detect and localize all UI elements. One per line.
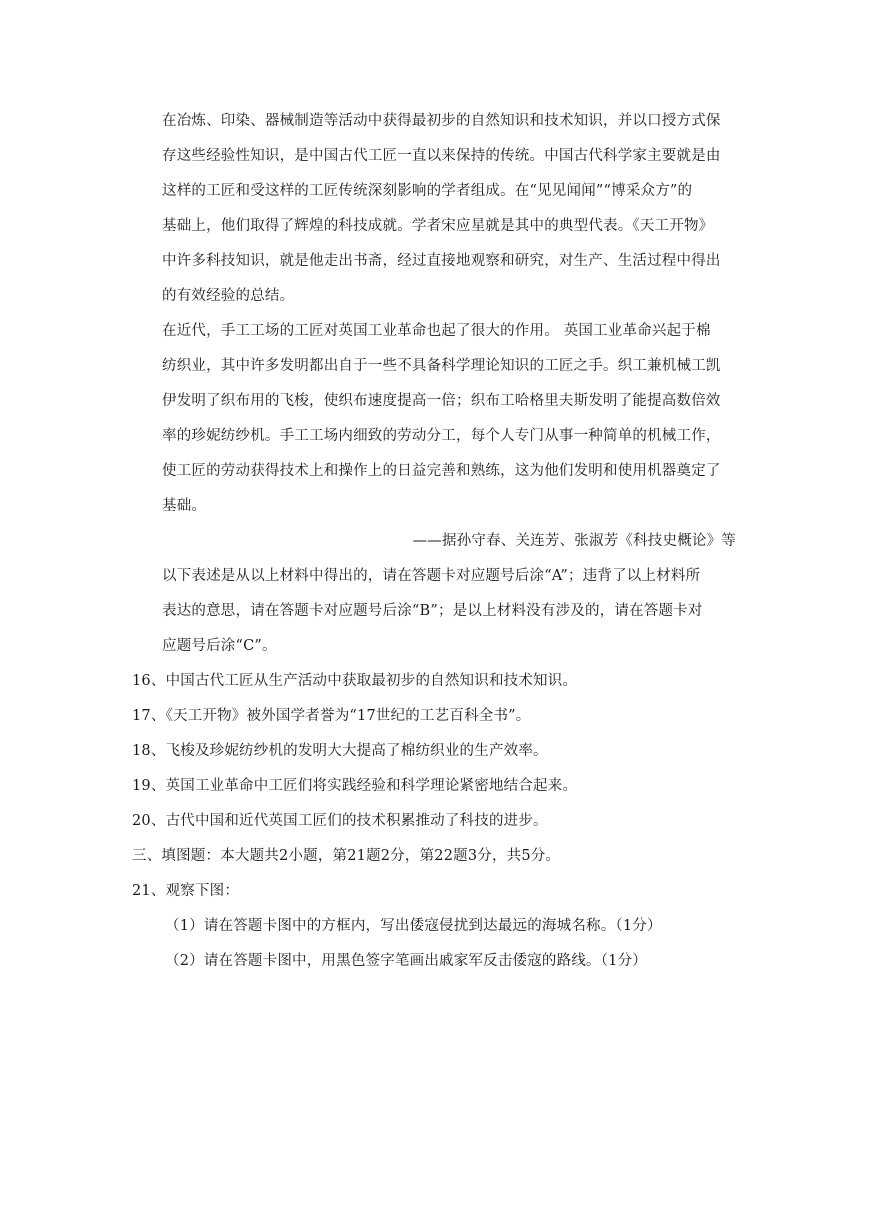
question-21 (132, 881, 239, 901)
question-text: 观察下图： (165, 883, 240, 899)
question-text: 《天工开物》被外国学者誉为“17世纪的工艺百科全书”。 (165, 708, 531, 724)
passage-line: 中许多科技知识，就是他走出书斋，经过直接地观察和研究，对生产、生活过程中得出 (162, 253, 721, 269)
section-heading: 三、填图题：本大题共2小题，第21题2分，第22题3分，共5分。 (132, 848, 561, 864)
question-text: 英国工业革命中工匠们将实践经验和科学理论紧密地结合起来。 (165, 778, 578, 794)
question-number: 20、 (132, 813, 166, 829)
question-number: 16、 (132, 673, 166, 689)
passage-line: 在冶炼、印染、器械制造等活动中获得最初步的自然知识和技术知识，并以口授方式保 (162, 113, 721, 129)
instruction-line: 应题号后涂“C”。 (162, 638, 277, 654)
passage-line: 的有效经验的总结。 (162, 288, 295, 304)
question-number: 19、 (132, 778, 166, 794)
passage-line: 存这些经验性知识，是中国古代工匠一直以来保持的传统。中国古代科学家主要就是由 (162, 148, 721, 164)
sub-question-1: （1）请在答题卡图中的方框内，写出倭寇侵扰到达最远的海城名称。（1分） (165, 918, 662, 934)
question-number: 21、 (132, 883, 166, 899)
passage-line: 这样的工匠和受这样的工匠传统深刻影响的学者组成。在“见见闻闻”“博采众方”的 (162, 183, 693, 199)
passage-line: 纺织业，其中许多发明都出自于一些不具备科学理论知识的工匠之手。织工兼机械工凯 (162, 358, 721, 374)
instruction-line: 以下表述是从以上材料中得出的，请在答题卡对应题号后涂“A”；违背了以上材料所 (162, 568, 701, 584)
question-16 (132, 671, 577, 691)
instruction-line: 表达的意思，请在答题卡对应题号后涂“B”；是以上材料没有涉及的，请在答题卡对 (162, 603, 703, 619)
passage-line: 伊发明了织布用的飞梭，使织布速度提高一倍；织布工哈格里夫斯发明了能提高数倍效 (162, 393, 721, 409)
source-attribution: ——据孙守春、关连芳、张淑芳《科技史概论》等 (412, 533, 736, 549)
passage-line: 在近代，手工工场的工匠对英国工业革命也起了很大的作用。 英国工业革命兴起于棉 (162, 323, 711, 339)
passage-line: 率的珍妮纺纱机。手工工场内细致的劳动分工，每个人专门从事一种简单的机械工作， (162, 428, 721, 444)
passage-line: 使工匠的劳动获得技术上和操作上的日益完善和熟练，这为他们发明和使用机器奠定了 (162, 463, 721, 479)
question-20 (132, 811, 548, 831)
question-17 (132, 706, 531, 726)
question-19 (132, 776, 577, 796)
question-text: 古代中国和近代英国工匠们的技术积累推动了科技的进步。 (165, 813, 548, 829)
question-text: 飞梭及珍妮纺纱机的发明大大提高了棉纺织业的生产效率。 (165, 743, 548, 759)
question-18 (132, 741, 548, 761)
passage-line: 基础上，他们取得了辉煌的科技成就。学者宋应星就是其中的典型代表。《天工开物》 (162, 218, 714, 234)
passage-line: 基础。 (162, 498, 207, 514)
sub-question-2: （2）请在答题卡图中，用黑色签字笔画出戚家军反击倭寇的路线。（1分） (165, 953, 647, 969)
question-number: 17、 (132, 708, 166, 724)
question-number: 18、 (132, 743, 166, 759)
question-text: 中国古代工匠从生产活动中获取最初步的自然知识和技术知识。 (165, 673, 578, 689)
